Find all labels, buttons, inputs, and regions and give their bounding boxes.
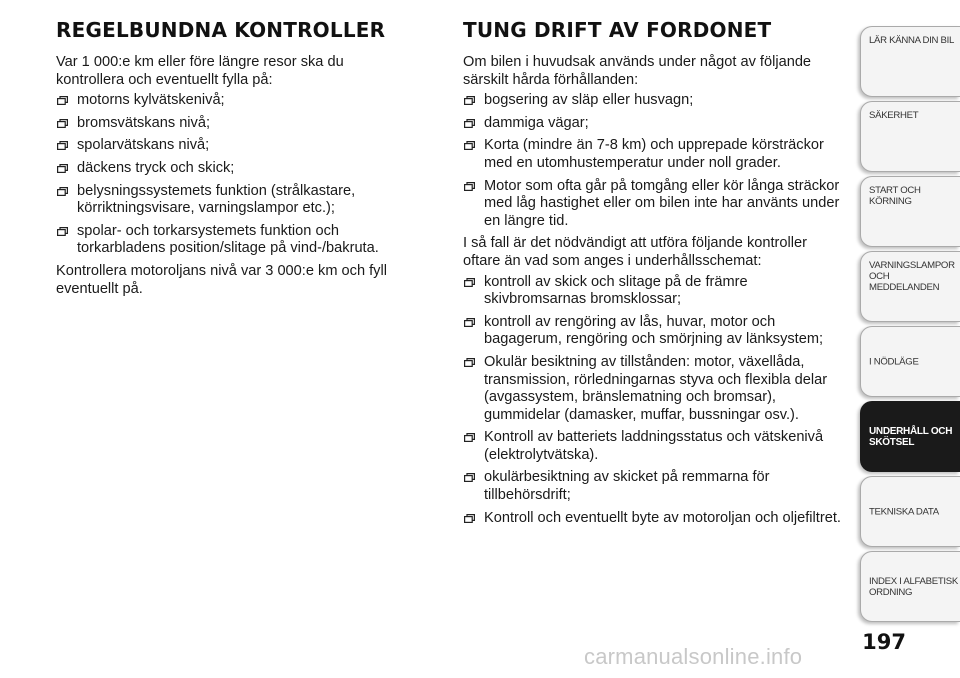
tab-label: LÄR KÄNNA DIN BIL <box>869 35 955 46</box>
list-item-text: däckens tryck och skick; <box>77 159 235 176</box>
checkbox-bullet-icon <box>57 187 68 196</box>
list-item-text: Okulär besiktning av tillstånden: motor, växellåda, transmission, rörledningarnas styva och flexibla delar (avgassystem, bränslematning och bromsar), gummidelar (damasker, muffar, bussningar osv.). <box>484 353 828 423</box>
checkbox-bullet-icon <box>57 119 68 128</box>
tab-label: VARNINGSLAMPOR OCH MEDDELANDEN <box>869 260 955 293</box>
tab-i-nodlage[interactable] <box>860 326 960 397</box>
list-item <box>463 429 843 464</box>
tab-start-och-korning[interactable] <box>860 176 960 247</box>
tab-lar-kanna-din-bil[interactable] <box>860 26 960 97</box>
section-title-regular-checks: REGELBUNDNA KONTROLLER <box>56 18 386 42</box>
list-item <box>56 92 414 110</box>
list-item <box>56 137 414 155</box>
list-item-text: Kontroll av batteriets laddningsstatus och vätskenivå (elektrolytvätska). <box>484 429 824 463</box>
checkbox-bullet-icon <box>57 227 68 236</box>
right-column <box>463 18 843 532</box>
checkbox-bullet-icon <box>464 141 475 150</box>
checkbox-bullet-icon <box>464 278 475 287</box>
tab-label: TEKNISKA DATA <box>869 506 939 517</box>
tab-underhall-och-skotsel[interactable] <box>860 401 960 472</box>
list-item <box>463 137 843 172</box>
list-item <box>56 183 414 218</box>
tab-varningslampor[interactable] <box>860 251 960 322</box>
checkbox-bullet-icon <box>464 514 475 523</box>
left-outro-text: Kontrollera motoroljans nivå var 3 000:e km och fyll eventuellt på. <box>56 262 387 297</box>
conditions-list <box>463 92 843 230</box>
extra-checks-list <box>463 274 843 528</box>
chapter-tabs <box>860 26 960 626</box>
list-item <box>463 354 843 424</box>
list-item-text: kontroll av rengöring av lås, huvar, motor och bagagerum, rengöring och smörjning av länksystem; <box>484 313 824 348</box>
list-item-text: Kontroll och eventuellt byte av motoroljan och oljefiltret. <box>484 509 841 526</box>
tab-label: START OCH KÖRNING <box>869 185 921 207</box>
list-item-text: Korta (mindre än 7-8 km) och upprepade körsträckor med en utomhustemperatur under noll grader. <box>484 137 824 171</box>
checkbox-bullet-icon <box>57 141 68 150</box>
checkbox-bullet-icon <box>57 96 68 105</box>
list-item <box>463 469 843 504</box>
tab-tekniska-data[interactable] <box>860 476 960 547</box>
checkbox-bullet-icon <box>464 473 475 482</box>
list-item <box>56 115 414 133</box>
left-intro-text: Var 1 000:e km eller före längre resor ska du kontrollera och eventuellt fylla på: <box>56 54 344 88</box>
list-item-text: dammiga vägar; <box>484 114 589 131</box>
list-item <box>463 178 843 231</box>
right-middle-text: I så fall är det nödvändigt att utföra följande kontroller oftare än vad som anges i underhållsschemat: <box>463 235 807 269</box>
list-item <box>463 510 843 528</box>
checkbox-bullet-icon <box>464 318 475 327</box>
tab-index[interactable] <box>860 551 960 622</box>
list-item-text: spolar- och torkarsystemets funktion och torkarbladens position/slitage på vind-/bakruta. <box>77 222 379 257</box>
list-item <box>463 115 843 133</box>
list-item-text: okulärbesiktning av skicket på remmarna för tillbehörsdrift; <box>484 469 770 504</box>
list-item-text: motorns kylvätskenivå; <box>77 92 225 109</box>
right-intro-text: Om bilen i huvudsak används under något av följande särskilt hårda förhållanden: <box>463 54 812 88</box>
tab-label: SÄKERHET <box>869 110 919 121</box>
watermark: carmanualsonline.info <box>584 644 803 669</box>
list-item-text: belysningssystemets funktion (strålkastare, körriktningsvisare, varningslampor etc.); <box>77 182 356 217</box>
list-item <box>463 314 843 349</box>
list-item-text: bromsvätskans nivå; <box>77 114 211 131</box>
checkbox-bullet-icon <box>464 96 475 105</box>
tab-label: INDEX I ALFABETISK ORDNING <box>869 575 958 598</box>
tab-label: UNDERHÅLL OCH SKÖTSEL <box>869 425 953 448</box>
tab-sakerhet[interactable] <box>860 101 960 172</box>
page-number: 197 <box>862 630 906 654</box>
checkbox-bullet-icon <box>464 182 475 191</box>
list-item-text: spolarvätskans nivå; <box>77 137 210 154</box>
tab-label: I NÖDLÄGE <box>869 356 919 367</box>
list-item-text: kontroll av skick och slitage på de främre skivbromsarnas bromsklossar; <box>484 273 748 308</box>
left-check-list <box>56 92 414 258</box>
list-item <box>56 160 414 178</box>
list-item <box>56 223 414 258</box>
list-item <box>463 274 843 309</box>
checkbox-bullet-icon <box>464 119 475 128</box>
checkbox-bullet-icon <box>464 433 475 442</box>
list-item <box>463 92 843 110</box>
checkbox-bullet-icon <box>57 164 68 173</box>
section-title-heavy-use: TUNG DRIFT AV FORDONET <box>463 18 772 42</box>
checkbox-bullet-icon <box>464 358 475 367</box>
list-item-text: bogsering av släp eller husvagn; <box>484 92 694 109</box>
list-item-text: Motor som ofta går på tomgång eller kör långa sträckor med låg hastighet eller om bilen inte har använts under en längre tid. <box>484 177 840 229</box>
left-column <box>56 18 414 301</box>
